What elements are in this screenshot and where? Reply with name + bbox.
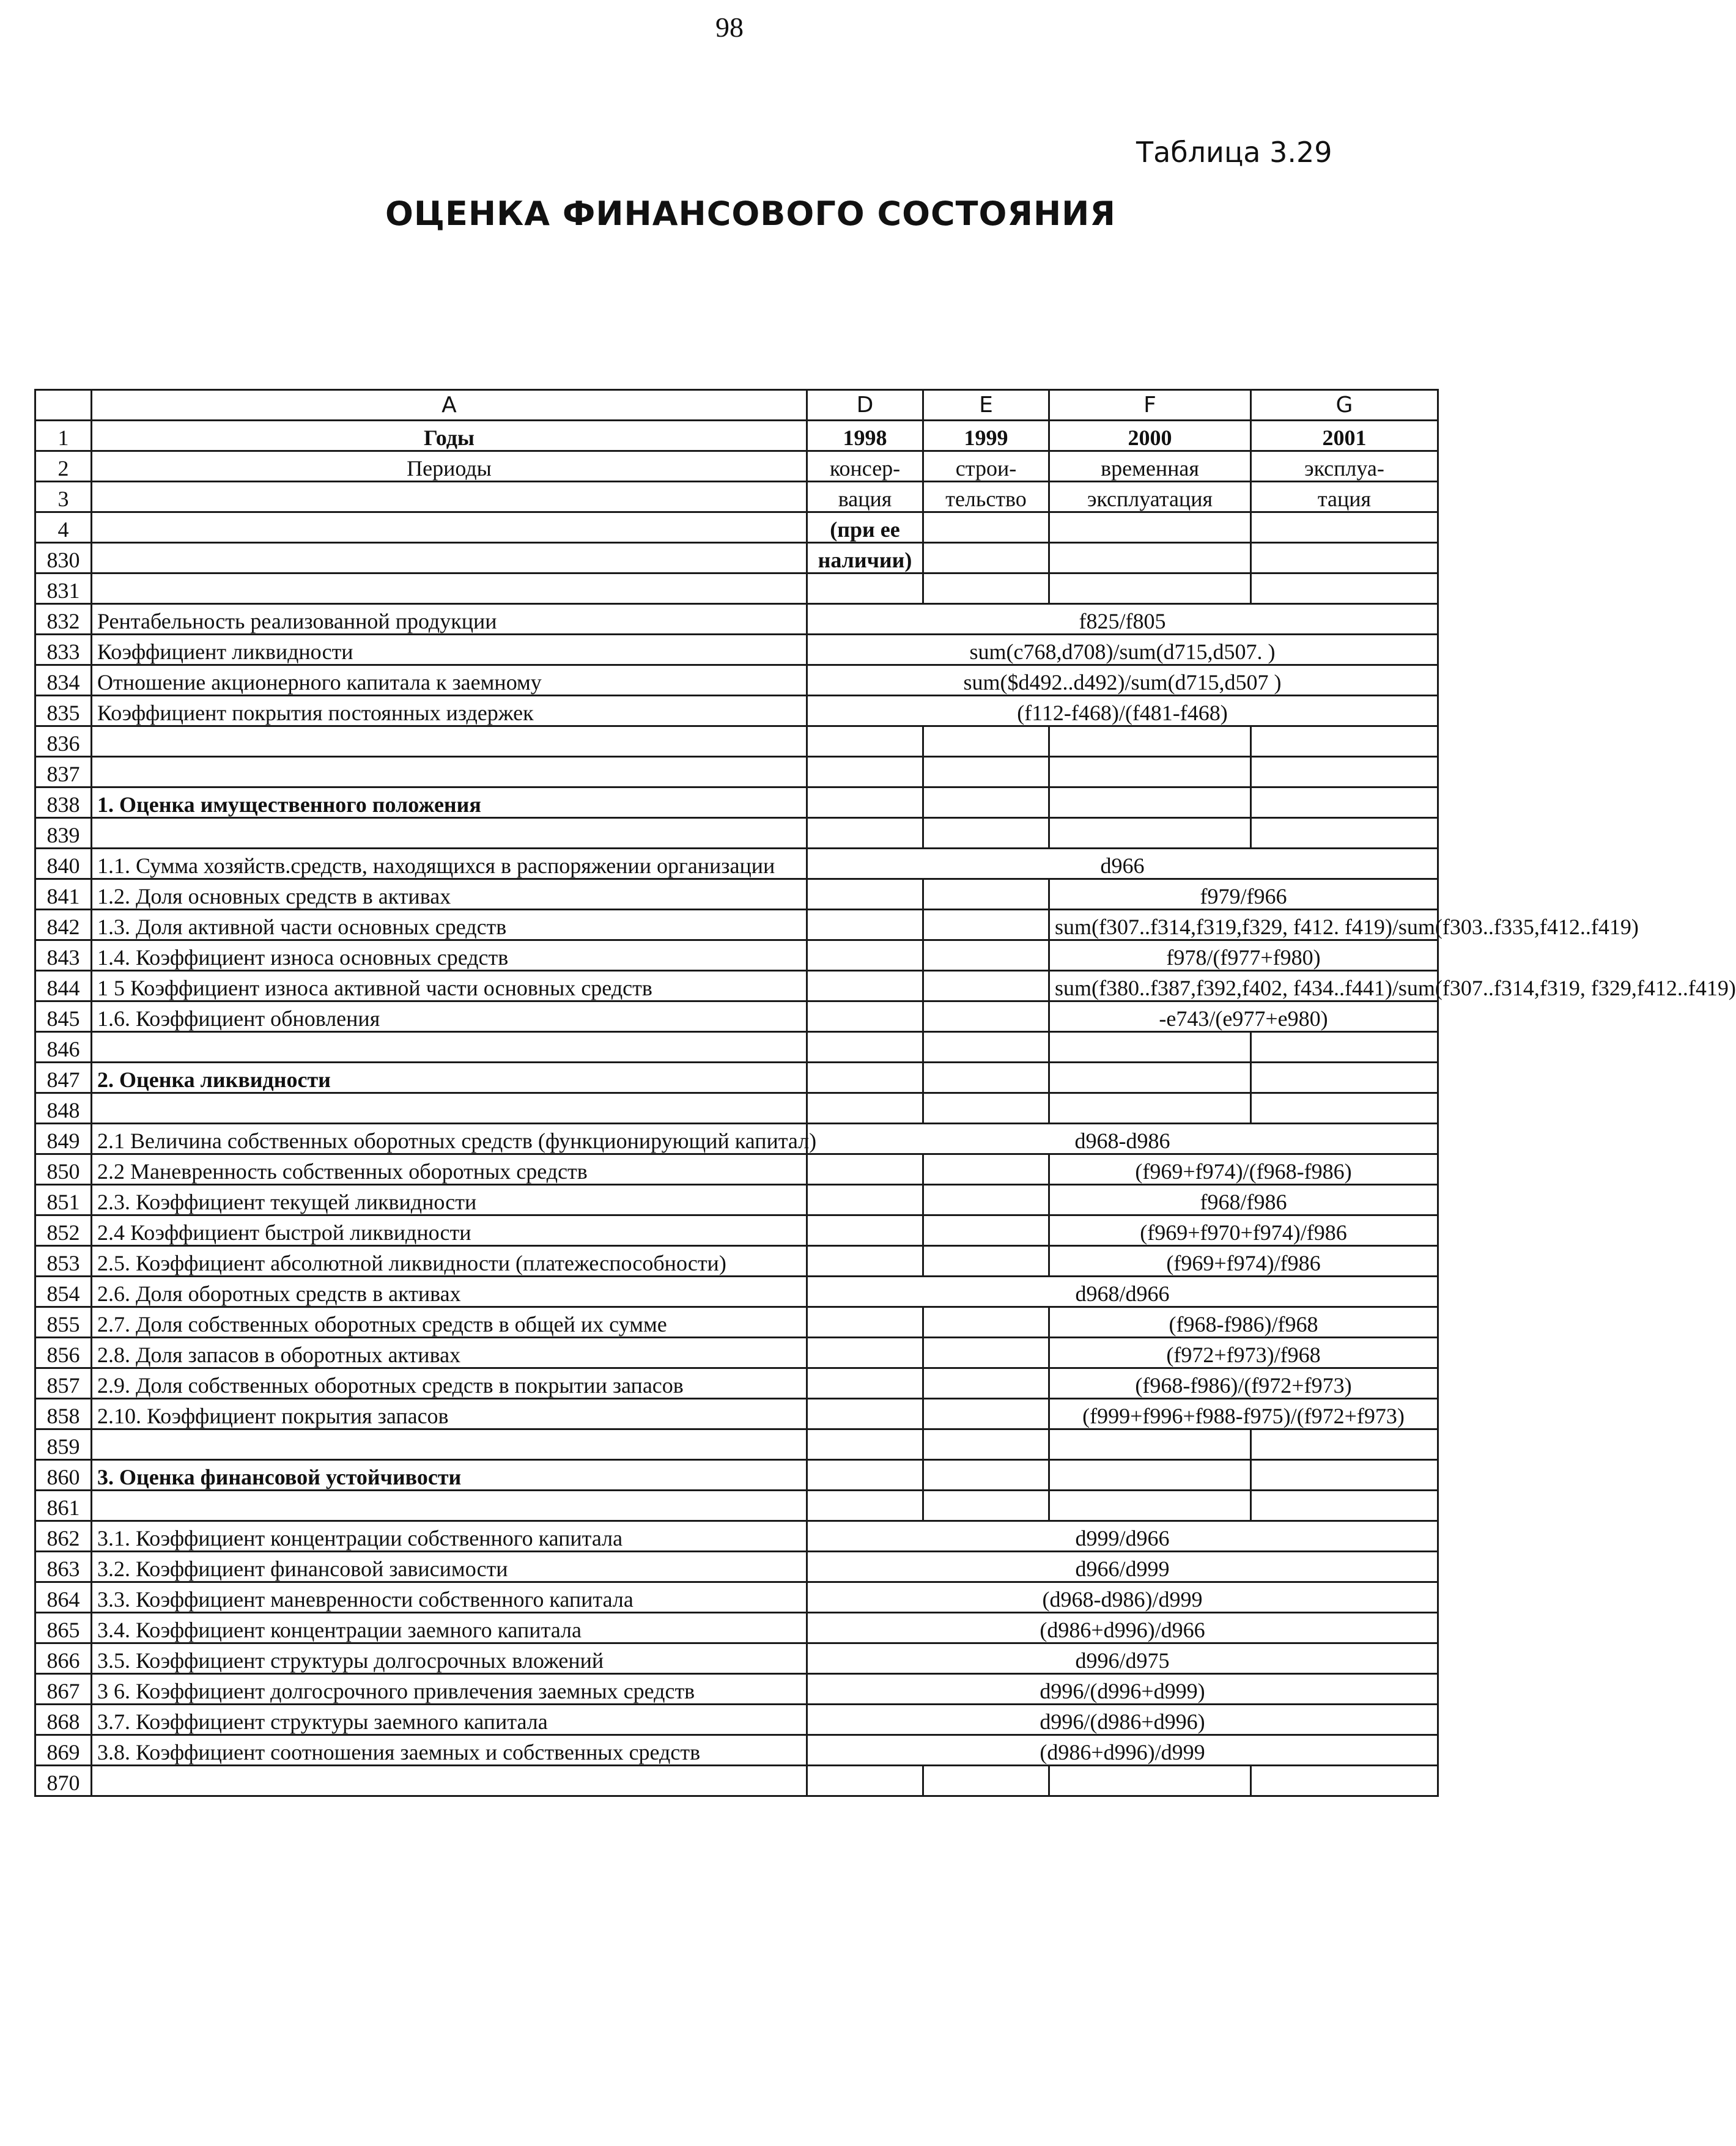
- period-d-line3: (при ее: [807, 512, 923, 543]
- row-formula: d996/d975: [807, 1643, 1438, 1674]
- section-row: [35, 787, 1438, 818]
- document-title: ОЦЕНКА ФИНАНСОВОГО СОСТОЯНИЯ: [385, 194, 1116, 233]
- row-number: 861: [35, 1491, 92, 1521]
- row-label: 1 5 Коэффициент износа активной части основных средств: [92, 971, 807, 1001]
- row-number: 864: [35, 1582, 92, 1613]
- period-d-line1: консер-: [807, 451, 923, 482]
- row-number: 841: [35, 879, 92, 910]
- row-formula: d996/(d986+d996): [807, 1705, 1438, 1735]
- empty-cell: [92, 543, 807, 573]
- row-formula: (f969+f974)/(f968-f986): [1049, 1154, 1438, 1185]
- table-row: [35, 1215, 1438, 1246]
- row-label: 2.6. Доля оборотных средств в активах: [92, 1277, 807, 1307]
- row-formula: (f969+f974)/f986: [1049, 1246, 1438, 1277]
- row-formula: (d986+d996)/d966: [807, 1613, 1438, 1643]
- year-1999: 1999: [923, 421, 1049, 451]
- row-label: 1.3. Доля активной части основных средств: [92, 910, 807, 940]
- row-number: 856: [35, 1338, 92, 1368]
- row-label: 1.2. Доля основных средств в активах: [92, 879, 807, 910]
- row-number: 868: [35, 1705, 92, 1735]
- empty-cell: [923, 543, 1049, 573]
- row-formula: (d986+d996)/d999: [807, 1735, 1438, 1766]
- row-formula: d968/d966: [807, 1277, 1438, 1307]
- row-formula: f825/f805: [807, 604, 1438, 635]
- table-row: [35, 1032, 1438, 1063]
- row-number: 859: [35, 1429, 92, 1460]
- table-row: [35, 1643, 1438, 1674]
- table-row: [35, 1582, 1438, 1613]
- row-formula: f978/(f977+f980): [1049, 940, 1438, 971]
- row-formula: d996/(d996+d999): [807, 1674, 1438, 1705]
- period-f-line2: эксплуатация: [1049, 482, 1251, 512]
- section-heading: 1. Оценка имущественного положения: [92, 787, 807, 818]
- row-number: 869: [35, 1735, 92, 1766]
- row-number: 3: [35, 482, 92, 512]
- table-row: [35, 1001, 1438, 1032]
- empty-cell: [92, 482, 807, 512]
- table-row: [35, 573, 1438, 604]
- row-number: 840: [35, 849, 92, 879]
- row-formula: -e743/(e977+e980): [1049, 1001, 1438, 1032]
- table-row: [35, 971, 1438, 1001]
- table-row: [35, 1338, 1438, 1368]
- table-row: [35, 1307, 1438, 1338]
- section-row: [35, 1063, 1438, 1093]
- row-number: 1: [35, 421, 92, 451]
- row-number: 4: [35, 512, 92, 543]
- row-number: 863: [35, 1552, 92, 1582]
- table-row: [35, 1674, 1438, 1705]
- row-number: 866: [35, 1643, 92, 1674]
- table-row: [35, 1429, 1438, 1460]
- row-label: Коэффициент ликвидности: [92, 635, 807, 665]
- table-row: [35, 818, 1438, 849]
- header-row-note: [35, 512, 1438, 543]
- row-number: 850: [35, 1154, 92, 1185]
- row-formula: sum(f307..f314,f319,f329, f412. f419)/sum(f303..f335,f412..f419): [1049, 910, 1438, 940]
- row-formula: sum(c768,d708)/sum(d715,d507. ): [807, 635, 1438, 665]
- period-g-line1: эксплуа-: [1251, 451, 1438, 482]
- table-row: [35, 1277, 1438, 1307]
- table-row: [35, 1491, 1438, 1521]
- row-label: 3.1. Коэффициент концентрации собственного капитала: [92, 1521, 807, 1552]
- section-heading: 3. Оценка финансовой устойчивости: [92, 1460, 807, 1491]
- period-d-line4: наличии): [807, 543, 923, 573]
- empty-cell: [1251, 512, 1438, 543]
- period-g-line2: тация: [1251, 482, 1438, 512]
- row-label: 1.6. Коэффициент обновления: [92, 1001, 807, 1032]
- table-row: [35, 1093, 1438, 1124]
- row-label: 2.10. Коэффициент покрытия запасов: [92, 1399, 807, 1429]
- empty-cell: [92, 512, 807, 543]
- row-label: Отношение акционерного капитала к заемному: [92, 665, 807, 696]
- row-label: 3 6. Коэффициент долгосрочного привлечения заемных средств: [92, 1674, 807, 1705]
- table-row: [35, 1521, 1438, 1552]
- row-label: 3.4. Коэффициент концентрации заемного капитала: [92, 1613, 807, 1643]
- empty-cell: [1251, 543, 1438, 573]
- row-formula: (f968-f986)/f968: [1049, 1307, 1438, 1338]
- table-row: [35, 635, 1438, 665]
- row-formula: (f969+f970+f974)/f986: [1049, 1215, 1438, 1246]
- row-formula: (f999+f996+f988-f975)/(f972+f973): [1049, 1399, 1438, 1429]
- table-row: [35, 757, 1438, 787]
- row-label: 3.8. Коэффициент соотношения заемных и собственных средств: [92, 1735, 807, 1766]
- row-label: 3.3. Коэффициент маневренности собственного капитала: [92, 1582, 807, 1613]
- header-row-periods: [35, 451, 1438, 482]
- row-label: 1.1. Сумма хозяйств.средств, находящихся в распоряжении организации: [92, 849, 807, 879]
- row-number: 854: [35, 1277, 92, 1307]
- row-number: 831: [35, 573, 92, 604]
- table-row: [35, 1246, 1438, 1277]
- row-number: 832: [35, 604, 92, 635]
- row-formula: f968/f986: [1049, 1185, 1438, 1215]
- row-formula: (f112-f468)/(f481-f468): [807, 696, 1438, 726]
- row-label: 2.1 Величина собственных оборотных средств (функционирующий капитал): [92, 1124, 807, 1154]
- years-label: Годы: [92, 421, 807, 451]
- row-number: 835: [35, 696, 92, 726]
- table-row: [35, 696, 1438, 726]
- row-label: Рентабельность реализованной продукции: [92, 604, 807, 635]
- row-number: 867: [35, 1674, 92, 1705]
- year-1998: 1998: [807, 421, 923, 451]
- table-row: [35, 910, 1438, 940]
- table-row: [35, 726, 1438, 757]
- row-label: 2.3. Коэффициент текущей ликвидности: [92, 1185, 807, 1215]
- row-number: 843: [35, 940, 92, 971]
- row-formula: d966/d999: [807, 1552, 1438, 1582]
- table-row: [35, 1154, 1438, 1185]
- row-formula: sum(f380..f387,f392,f402, f434..f441)/sum(f307..f314,f319, f329,f412..f419): [1049, 971, 1438, 1001]
- header-row-periods-cont: [35, 482, 1438, 512]
- row-label: 2.8. Доля запасов в оборотных активах: [92, 1338, 807, 1368]
- year-2001: 2001: [1251, 421, 1438, 451]
- row-formula: d999/d966: [807, 1521, 1438, 1552]
- row-number: 845: [35, 1001, 92, 1032]
- table-row: [35, 1552, 1438, 1582]
- column-header-a: A: [92, 390, 807, 421]
- row-label: 2.9. Доля собственных оборотных средств в покрытии запасов: [92, 1368, 807, 1399]
- row-label: 3.2. Коэффициент финансовой зависимости: [92, 1552, 807, 1582]
- table-row: [35, 1368, 1438, 1399]
- row-number: 865: [35, 1613, 92, 1643]
- row-label: 3.7. Коэффициент структуры заемного капитала: [92, 1705, 807, 1735]
- column-header-g: G: [1251, 390, 1438, 421]
- row-number: 855: [35, 1307, 92, 1338]
- table-row: [35, 1613, 1438, 1643]
- row-number: 836: [35, 726, 92, 757]
- row-number: 849: [35, 1124, 92, 1154]
- empty-cell: [1049, 543, 1251, 573]
- row-formula: (f968-f986)/(f972+f973): [1049, 1368, 1438, 1399]
- row-number: 857: [35, 1368, 92, 1399]
- row-formula: sum($d492..d492)/sum(d715,d507 ): [807, 665, 1438, 696]
- row-number: 837: [35, 757, 92, 787]
- table-row: [35, 1124, 1438, 1154]
- row-formula: (d968-d986)/d999: [807, 1582, 1438, 1613]
- row-label: 2.2 Маневренность собственных оборотных средств: [92, 1154, 807, 1185]
- section-heading: 2. Оценка ликвидности: [92, 1063, 807, 1093]
- row-formula: f979/f966: [1049, 879, 1438, 910]
- column-header-f: F: [1049, 390, 1251, 421]
- corner-cell: [35, 390, 92, 421]
- table-row: [35, 1705, 1438, 1735]
- header-row-years: [35, 421, 1438, 451]
- header-row-note-cont: [35, 543, 1438, 573]
- table-row: [35, 665, 1438, 696]
- row-number: 853: [35, 1246, 92, 1277]
- row-number: 851: [35, 1185, 92, 1215]
- row-number: 839: [35, 818, 92, 849]
- row-label: 1.4. Коэффициент износа основных средств: [92, 940, 807, 971]
- row-number: 833: [35, 635, 92, 665]
- period-e-line2: тельство: [923, 482, 1049, 512]
- row-number: 846: [35, 1032, 92, 1063]
- period-e-line1: строи-: [923, 451, 1049, 482]
- financial-assessment-table: [34, 389, 1736, 1797]
- row-label: 2.5. Коэффициент абсолютной ликвидности (платежеспособности): [92, 1246, 807, 1277]
- page-number: 98: [715, 12, 744, 43]
- table-row: [35, 1399, 1438, 1429]
- table-row: [35, 604, 1438, 635]
- row-number: 834: [35, 665, 92, 696]
- label-cell: [92, 573, 807, 604]
- year-2000: 2000: [1049, 421, 1251, 451]
- row-label: 2.7. Доля собственных оборотных средств в общей их сумме: [92, 1307, 807, 1338]
- column-header-e: E: [923, 390, 1049, 421]
- row-label: Коэффициент покрытия постоянных издержек: [92, 696, 807, 726]
- section-row: [35, 1460, 1438, 1491]
- table-row: [35, 940, 1438, 971]
- row-number: 862: [35, 1521, 92, 1552]
- row-label: 3.5. Коэффициент структуры долгосрочных вложений: [92, 1643, 807, 1674]
- row-number: 2: [35, 451, 92, 482]
- row-formula: d968-d986: [807, 1124, 1438, 1154]
- row-number: 844: [35, 971, 92, 1001]
- row-label: 2.4 Коэффициент быстрой ликвидности: [92, 1215, 807, 1246]
- row-number: 842: [35, 910, 92, 940]
- period-d-line2: вация: [807, 482, 923, 512]
- column-header-d: D: [807, 390, 923, 421]
- row-number: 848: [35, 1093, 92, 1124]
- table-row: [35, 1766, 1438, 1796]
- row-formula: d966: [807, 849, 1438, 879]
- row-number: 870: [35, 1766, 92, 1796]
- row-number: 852: [35, 1215, 92, 1246]
- row-number: 858: [35, 1399, 92, 1429]
- table-row: [35, 879, 1438, 910]
- row-number: 847: [35, 1063, 92, 1093]
- period-f-line1: временная: [1049, 451, 1251, 482]
- periods-label: Периоды: [92, 451, 807, 482]
- table-row: [35, 1185, 1438, 1215]
- row-number: 860: [35, 1460, 92, 1491]
- row-number: 830: [35, 543, 92, 573]
- empty-cell: [923, 512, 1049, 543]
- row-number: 838: [35, 787, 92, 818]
- table-row: [35, 849, 1438, 879]
- column-header-row: [35, 390, 1438, 421]
- row-formula: (f972+f973)/f968: [1049, 1338, 1438, 1368]
- table-row: [35, 1735, 1438, 1766]
- table-caption: Таблица 3.29: [1136, 136, 1332, 169]
- empty-cell: [1049, 512, 1251, 543]
